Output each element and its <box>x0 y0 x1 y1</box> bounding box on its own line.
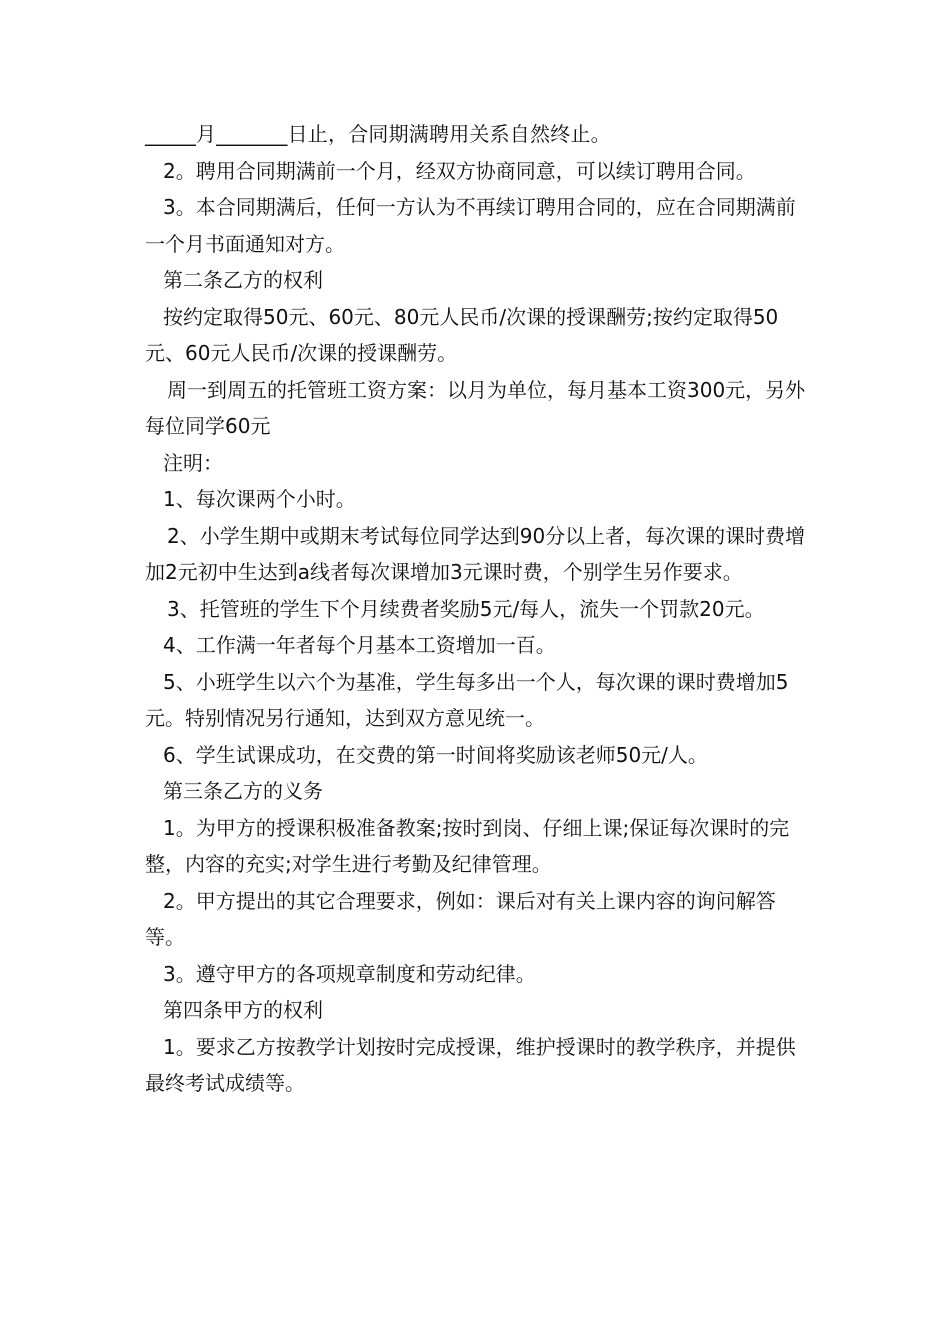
note-item-2: 2、小学生期中或期末考试每位同学达到90分以上者，每次课的课时费增加2元初中生达到a线者每次课增加3元课时费，个别学生另作要求。 <box>145 523 806 584</box>
obligation-item-3: 3。遵守甲方的各项规章制度和劳动纪律。 <box>163 961 536 986</box>
note-item-4: 4、工作满一年者每个月基本工资增加一百。 <box>163 633 556 657</box>
section-heading-party-b-rights: 第二条乙方的权利 <box>163 268 323 292</box>
section-heading-party-a-rights: 第四条甲方的权利 <box>163 998 323 1022</box>
document-body <box>145 116 810 1102</box>
notes-heading: 注明： <box>163 450 223 475</box>
obligation-item-1: 1。为甲方的授课积极准备教案;按时到岗、仔细上课;保证每次课时的完整，内容的充实;对学生进行考勤及纪律管理。 <box>145 815 790 876</box>
paragraph-termination-notice: 3。本合同期满后，任何一方认为不再续订聘用合同的，应在合同期满前一个月书面通知对方。 <box>145 195 796 256</box>
note-item-6: 6、学生试课成功，在交费的第一时间将奖励该老师50元/人。 <box>163 742 708 767</box>
note-item-5: 5、小班学生以六个为基准，学生每多出一个人，每次课的课时费增加5元。特别情况另行通知，达到双方意见统一。 <box>145 669 789 730</box>
paragraph-contract-term-end: _____月_______日止，合同期满聘用关系自然终止。 <box>145 122 611 146</box>
note-item-3: 3、托管班的学生下个月续费者奖励5元/每人，流失一个罚款20元。 <box>167 596 765 621</box>
note-item-1: 1、每次课两个小时。 <box>163 487 356 511</box>
obligation-item-2: 2。甲方提出的其它合理要求，例如：课后对有关上课内容的询问解答等。 <box>145 888 776 949</box>
section-heading-party-b-obligations: 第三条乙方的义务 <box>163 779 323 803</box>
paragraph-lesson-fees: 按约定取得50元、60元、80元人民币/次课的授课酬劳;按约定取得50元、60元人民币/次课的授课酬劳。 <box>145 304 779 365</box>
party-a-right-item-1: 1。要求乙方按教学计划按时完成授课，维护授课时的教学秩序，并提供最终考试成绩等。 <box>145 1034 796 1095</box>
paragraph-daycare-salary: 周一到周五的托管班工资方案：以月为单位，每月基本工资300元，另外每位同学60元 <box>145 377 806 438</box>
paragraph-renewal: 2。聘用合同期满前一个月，经双方协商同意，可以续订聘用合同。 <box>163 158 756 183</box>
